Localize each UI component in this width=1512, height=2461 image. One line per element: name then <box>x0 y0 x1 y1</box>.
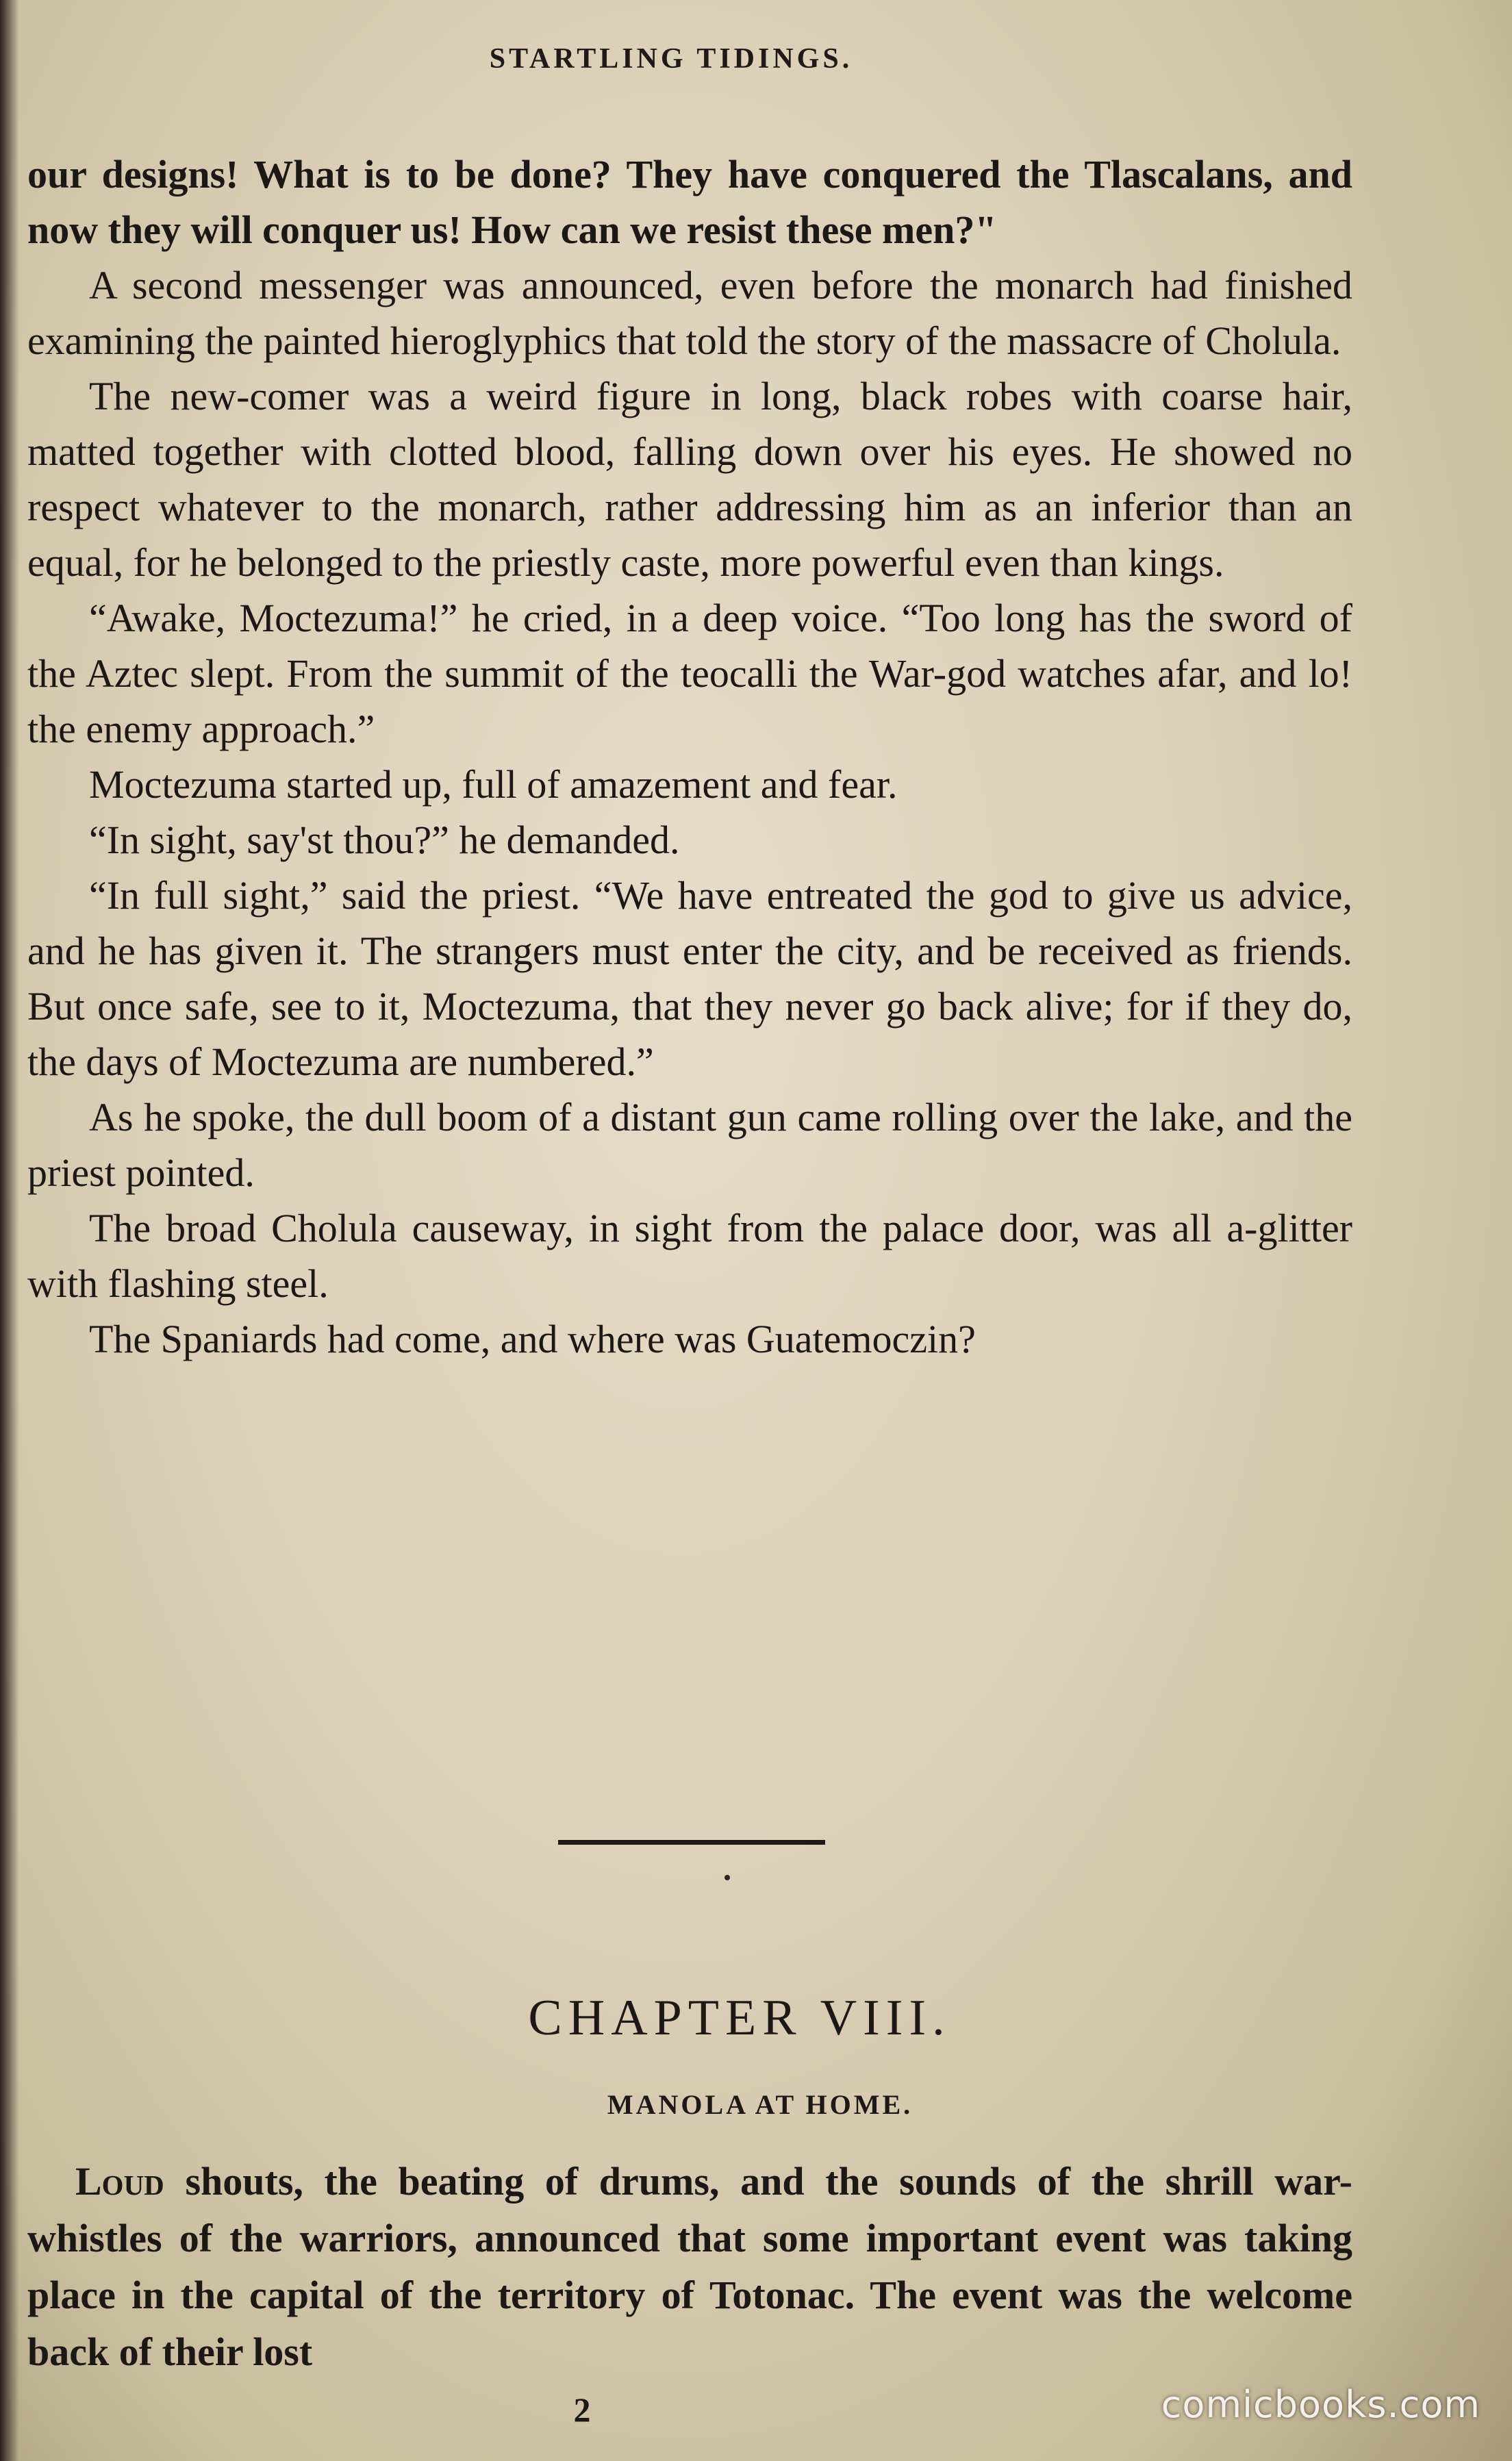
paragraph: A second messenger was announced, even before the monarch had finished examining the painted hieroglyphics that told the story of the massacre of Cholula. <box>27 263 1352 363</box>
chapter-heading: CHAPTER VIII. <box>528 1990 951 2046</box>
chapter-continuation-text <box>27 147 1352 1367</box>
page-number: 2 <box>573 2390 591 2429</box>
chapter-lead-word: Loud <box>75 2159 164 2204</box>
paragraph: The Spaniards had come, and where was Guatemoczin? <box>89 1317 976 1361</box>
paragraph: Moctezuma started up, full of amazement and fear. <box>89 762 898 807</box>
chapter-subtitle: MANOLA AT HOME. <box>607 2089 914 2120</box>
paragraph: our designs! What is to be done? They have conquered the Tlascalans, and now they will conquer us! How can we resist these men?" <box>27 152 1352 252</box>
section-divider-rule <box>558 1840 825 1845</box>
chapter-opening-paragraph <box>27 2153 1352 2380</box>
paragraph: “In sight, say'st thou?” he demanded. <box>89 818 680 862</box>
site-watermark: comicbooks.com <box>1161 2383 1480 2426</box>
paragraph: The broad Cholula causeway, in sight from the palace door, was all a-glitter with flashing steel. <box>27 1206 1352 1306</box>
chapter-opening-text <box>27 2153 1352 2380</box>
paragraph: As he spoke, the dull boom of a distant gun came rolling over the lake, and the priest pointed. <box>27 1095 1352 1195</box>
paragraph: The new-comer was a weird figure in long, black robes with coarse hair, matted together with clotted blood, falling down over his eyes. He showed no respect whatever to the monarch, rather addressing him as an inferior than an equal, for he belonged to the priestly caste, more powerful even than kings. <box>27 374 1352 585</box>
chapter-opening-body: shouts, the beating of drums, and the sounds of the shrill war-whistles of the warriors, announced that some important event was taking place in the capital of the territory of Totonac. The event was the welcome back of their lost <box>27 2159 1352 2374</box>
paragraph: “Awake, Moctezuma!” he cried, in a deep voice. “Too long has the sword of the Aztec slept. From the summit of the teocalli the War-god watches afar, and lo! the enemy approach.” <box>27 596 1352 751</box>
paragraph: “In full sight,” said the priest. “We have entreated the god to give us advice, and he has given it. The strangers must enter the city, and be received as friends. But once safe, see to it, Moctezuma, that they never go back alive; for if they do, the days of Moctezuma are numbered.” <box>27 873 1352 1084</box>
running-head: STARTLING TIDINGS. <box>489 43 853 75</box>
section-divider-dot <box>724 1875 730 1880</box>
